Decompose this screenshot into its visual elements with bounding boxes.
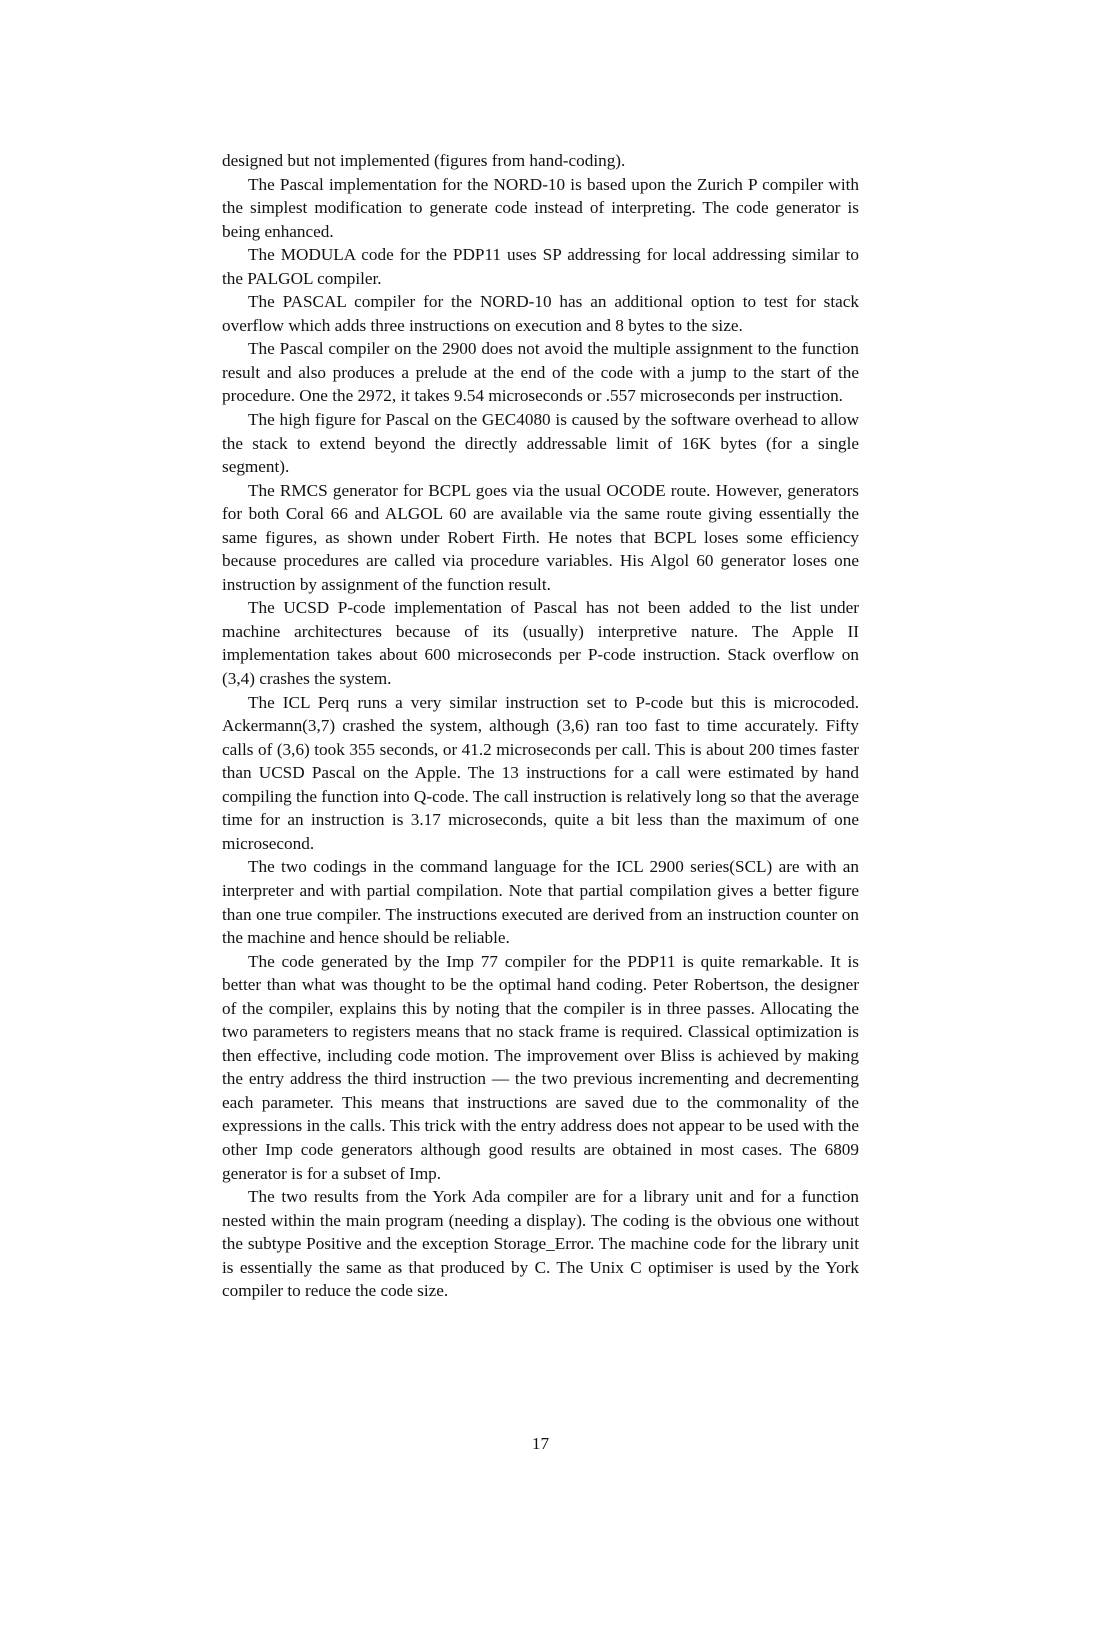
page-number: 17 xyxy=(531,1434,550,1453)
paragraph: The two results from the York Ada compiler are for a library unit and for a function nested within the main program (needing a display). The coding is the obvious one without the subtype Positive and the exception Storage_Error. The machine code for the library unit is essentially the same as that produced by C. The Unix C optimiser is used by the York compiler to reduce the code size. xyxy=(222,1187,859,1301)
paragraph: The Pascal implementation for the NORD-10 is based upon the Zurich P compiler with the simplest modification to generate code instead of interpreting. The code generator is being enhanced. xyxy=(222,174,859,241)
paragraph: The ICL Perq runs a very similar instruction set to P-code but this is microcoded. Ackermann(3,7) crashed the system, although (3,6) ran too fast to time accurately. Fifty calls of (3,6) took 355 seconds, or 41.2 microseconds per call. This is about 200 times faster than UCSD Pascal on the Apple. The 13 instructions for a call were estimated by hand compiling the function into Q-code. The call instruction is relatively long so that the average time for an instruction is 3.17 microseconds, quite a bit less than the maximum of one microsecond. xyxy=(222,692,859,853)
paragraph: The UCSD P-code implementation of Pascal has not been added to the list under machine architectures because of its (usually) interpretive nature. The Apple II implementation takes about 600 microseconds per P-code instruction. Stack overflow on (3,4) crashes the system. xyxy=(222,598,859,689)
paragraph: The PASCAL compiler for the NORD-10 has an additional option to test for stack overflow which adds three instructions on execution and 8 bytes to the size. xyxy=(222,292,859,335)
paragraph: The MODULA code for the PDP11 uses SP addressing for local addressing similar to the PALGOL compiler. xyxy=(222,245,859,288)
paragraph: The code generated by the Imp 77 compiler for the PDP11 is quite remarkable. It is better than what was thought to be the optimal hand coding. Peter Robertson, the designer of the compiler, explains this by noting that the compiler is in three passes. Allocating the two parameters to registers means that no stack frame is required. Classical optimization is then effective, including code motion. The improvement over Bliss is achieved by making the entry address the third instruction — the two previous incrementing and decrementing each parameter. This means that instructions are saved due to the commonality of the expressions in the calls. This trick with the entry address does not appear to be used with the other Imp code generators although good results are obtained in most cases. The 6809 generator is for a subset of Imp. xyxy=(222,951,859,1183)
document-body xyxy=(222,149,859,1303)
paragraph: The Pascal compiler on the 2900 does not avoid the multiple assignment to the function result and also produces a prelude at the end of the code with a jump to the start of the procedure. One the 2972, it takes 9.54 microseconds or .557 microseconds per instruction. xyxy=(222,339,859,406)
paragraph: designed but not implemented (figures from hand-coding). xyxy=(222,151,626,170)
paragraph: The RMCS generator for BCPL goes via the usual OCODE route. However, generators for both Coral 66 and ALGOL 60 are available via the same route giving essentially the same figures, as shown under Robert Firth. He notes that BCPL loses some efficiency because procedures are called via procedure variables. His Algol 60 generator loses one instruction by assignment of the function result. xyxy=(222,480,859,594)
paragraph: The two codings in the command language for the ICL 2900 series(SCL) are with an interpreter and with partial compilation. Note that partial compilation gives a better figure than one true compiler. The instructions executed are derived from an instruction counter on the machine and hence should be reliable. xyxy=(222,857,859,948)
paragraph: The high figure for Pascal on the GEC4080 is caused by the software overhead to allow the stack to extend beyond the directly addressable limit of 16K bytes (for a single segment). xyxy=(222,410,859,477)
